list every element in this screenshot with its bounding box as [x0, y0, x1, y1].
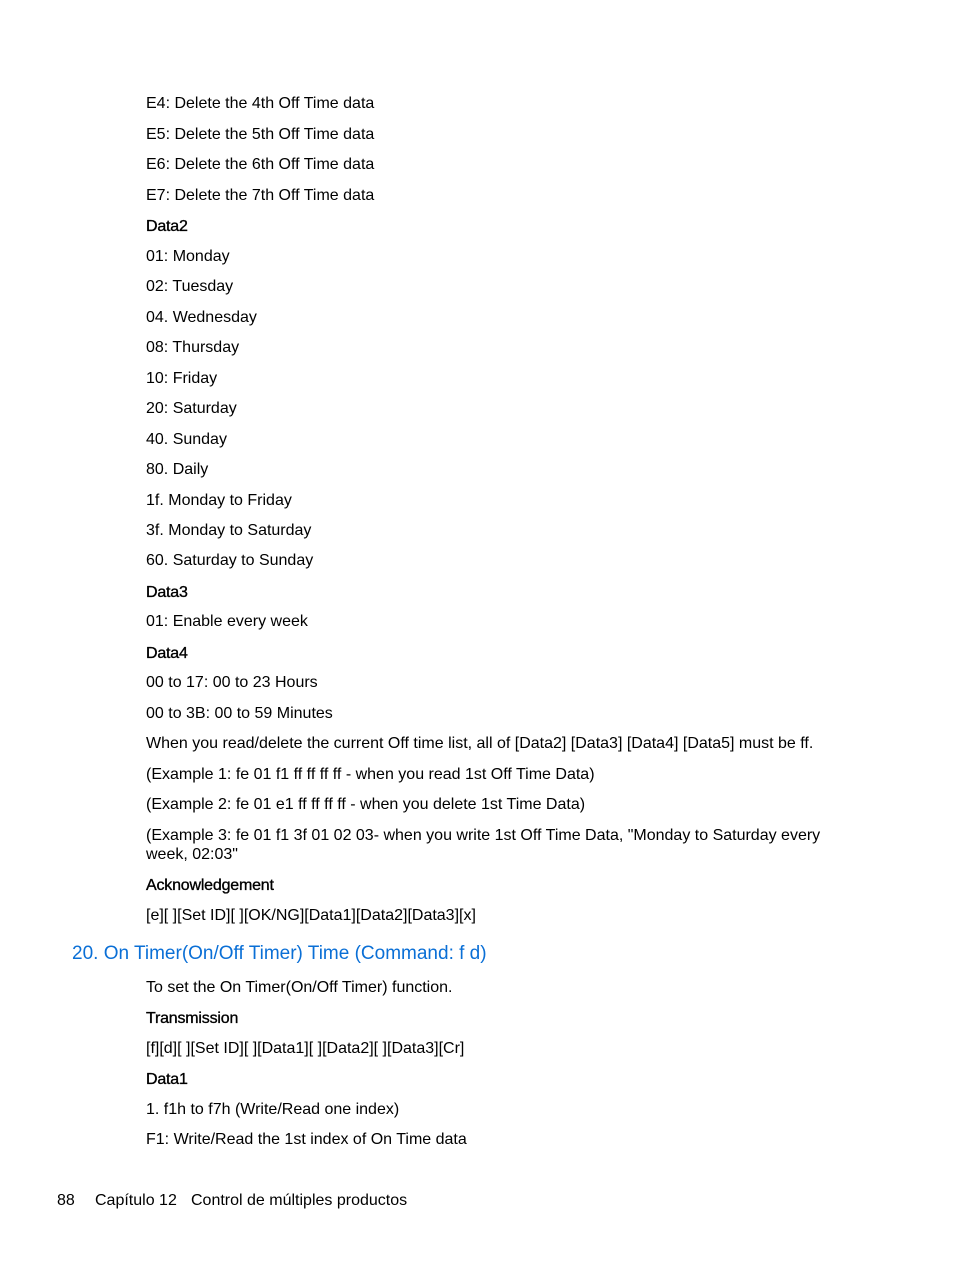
subheading-data3: Data3 [146, 584, 188, 601]
subheading-transmission: Transmission [146, 1010, 239, 1027]
list-item: 10: Friday [146, 370, 218, 387]
list-item: 3f. Monday to Saturday [146, 522, 312, 539]
list-item: E5: Delete the 5th Off Time data [146, 126, 375, 143]
example-line: (Example 2: fe 01 e1 ff ff ff ff - when you delete 1st Time Data) [146, 796, 586, 813]
list-item: 00 to 17: 00 to 23 Hours [146, 674, 318, 691]
paragraph: To set the On Timer(On/Off Timer) function. [146, 979, 453, 996]
list-item: 80. Daily [146, 461, 209, 478]
footer-chapter-title: Control de múltiples productos [191, 1192, 408, 1209]
list-item: 1. f1h to f7h (Write/Read one index) [146, 1101, 400, 1118]
subheading-data2: Data2 [146, 218, 188, 235]
paragraph: When you read/delete the current Off time list, all of [Data2] [Data3] [Data4] [Data5] must be ff. [146, 735, 814, 752]
code-line: [f][d][ ][Set ID][ ][Data1][ ][Data2][ ][Data3][Cr] [146, 1040, 465, 1057]
list-item: E6: Delete the 6th Off Time data [146, 156, 375, 173]
list-item: E4: Delete the 4th Off Time data [146, 95, 375, 112]
list-item: 01: Monday [146, 248, 230, 265]
list-item: 60. Saturday to Sunday [146, 552, 314, 569]
example-line: (Example 3: fe 01 f1 3f 01 02 03- when you write 1st Off Time Data, "Monday to Saturday every week, 02:03" [146, 827, 821, 863]
page-number: 88 [57, 1192, 75, 1209]
list-item: 08: Thursday [146, 339, 240, 356]
list-item: 02: Tuesday [146, 278, 234, 295]
list-item: 04. Wednesday [146, 309, 257, 326]
list-item: F1: Write/Read the 1st index of On Time data [146, 1131, 467, 1148]
section-heading: 20. On Timer(On/Off Timer) Time (Command: f d) [72, 943, 487, 964]
footer-chapter: Capítulo 12 [95, 1192, 177, 1209]
list-item: 01: Enable every week [146, 613, 308, 630]
list-item: 40. Sunday [146, 431, 227, 448]
subheading-acknowledgement: Acknowledgement [146, 877, 274, 894]
list-item: 1f. Monday to Friday [146, 492, 292, 509]
list-item: E7: Delete the 7th Off Time data [146, 187, 375, 204]
subheading-data1: Data1 [146, 1071, 188, 1088]
example-line: (Example 1: fe 01 f1 ff ff ff ff - when you read 1st Off Time Data) [146, 766, 595, 783]
list-item: 00 to 3B: 00 to 59 Minutes [146, 705, 333, 722]
subheading-data4: Data4 [146, 645, 188, 662]
code-line: [e][ ][Set ID][ ][OK/NG][Data1][Data2][Data3][x] [146, 907, 476, 924]
list-item: 20: Saturday [146, 400, 237, 417]
